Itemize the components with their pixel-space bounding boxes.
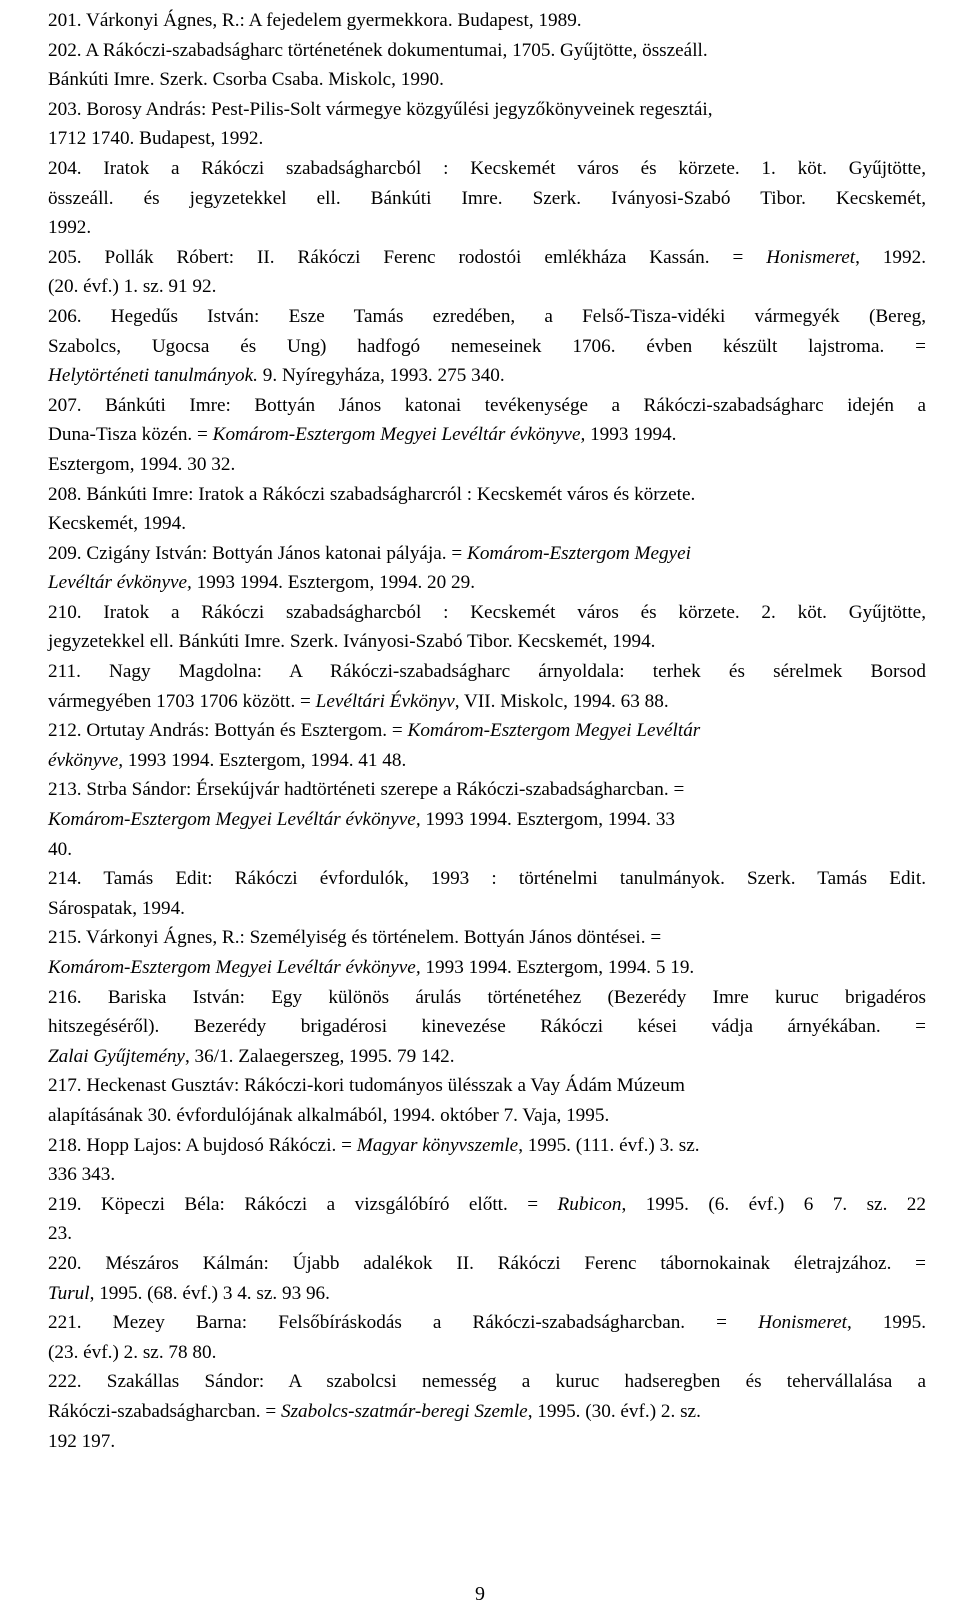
bibliography-entry — [48, 95, 926, 154]
entry-line — [48, 1101, 926, 1131]
page-number: 9 — [475, 1583, 485, 1605]
entry-line — [48, 95, 926, 125]
entry-line — [48, 1367, 926, 1397]
entry-line — [48, 6, 926, 36]
entry-text-after: , 1995. (30. évf.) 2. sz. — [527, 1400, 701, 1422]
entry-line — [48, 598, 926, 628]
entry-text-after: , 1995. (6. évf.) 6 7. sz. 22 — [621, 1193, 926, 1215]
entry-line — [48, 835, 926, 865]
entry-text: 202. A Rákóczi-szabadságharc történetének dokumentumai, 1705. Gyűjtötte, összeáll. — [48, 39, 708, 61]
entry-text: 1992. — [48, 217, 92, 239]
entry-line — [48, 687, 926, 717]
entry-text: jegyzetekkel ell. Bánkúti Imre. Szerk. Iványosi-Szabó Tibor. Kecskemét, 1994. — [48, 631, 656, 653]
entry-line — [48, 509, 926, 539]
entry-text: 214. Tamás Edit: Rákóczi évfordulók, 1993 : történelmi tanulmányok. Szerk. Tamás Edit. — [48, 868, 926, 890]
entry-text: összeáll. és jegyzetekkel ell. Bánkúti Imre. Szerk. Iványosi-Szabó Tibor. Kecskemét, — [48, 187, 926, 209]
entry-line — [48, 65, 926, 95]
entry-line — [48, 450, 926, 480]
journal-title: Levéltár évkönyve, — [48, 572, 192, 594]
entry-text: 201. Várkonyi Ágnes, R.: A fejedelem gyermekkora. Budapest, 1989. — [48, 10, 582, 31]
entry-line — [48, 420, 926, 450]
bibliography-entry — [48, 539, 926, 598]
bibliography-entry — [48, 391, 926, 480]
entry-line — [48, 953, 926, 983]
bibliography-entry — [48, 716, 926, 775]
entry-text: hitszegéséről). Bezerédy brigadérosi kinevezése Rákóczi kései vádja árnyékában. = — [48, 1016, 926, 1038]
entry-text-after: 1993 1994. Esztergom, 1994. 5 19. — [420, 957, 695, 978]
entry-text-after: , VII. Miskolc, 1994. 63 88. — [454, 690, 669, 712]
bibliography-entry — [48, 657, 926, 716]
bibliography-entry — [48, 1071, 926, 1130]
bibliography-entry — [48, 243, 926, 302]
bibliography-entry — [48, 6, 926, 36]
journal-title: Levéltári Évkönyv — [315, 690, 455, 712]
entry-line — [48, 1071, 926, 1101]
bibliography-entry — [48, 36, 926, 95]
journal-title: Zalai Gyűjtemény — [48, 1045, 185, 1067]
entry-line — [48, 1012, 926, 1042]
entry-text: (23. évf.) 2. sz. 78 80. — [48, 1341, 217, 1363]
entry-line — [48, 657, 926, 687]
entry-line — [48, 272, 926, 302]
entry-line — [48, 154, 926, 184]
bibliography-entry — [48, 983, 926, 1072]
entry-text: (20. évf.) 1. sz. 91 92. — [48, 276, 217, 298]
entry-text: 40. — [48, 838, 72, 860]
entry-text: 1712 1740. Budapest, 1992. — [48, 128, 264, 150]
entry-line — [48, 1279, 926, 1309]
entry-text-after: , 36/1. Zalaegerszeg, 1995. 79 142. — [184, 1045, 455, 1067]
entry-text: 207. Bánkúti Imre: Bottyán János katonai tevékenysége a Rákóczi-szabadságharc idején a — [48, 394, 926, 416]
entry-line — [48, 1131, 926, 1161]
entry-line — [48, 124, 926, 154]
bibliography-entry — [48, 1249, 926, 1308]
entry-text-after: , 1992. — [855, 246, 926, 268]
entry-text: 23. — [48, 1223, 72, 1245]
entry-line — [48, 923, 926, 953]
entry-text: 218. Hopp Lajos: A bujdosó Rákóczi. = — [48, 1134, 357, 1156]
journal-title: Komárom-Esztergom Megyei Levéltár évkönyve, — [48, 957, 421, 978]
bibliography-entry — [48, 1131, 926, 1190]
entry-text: Rákóczi-szabadságharcban. = — [48, 1400, 281, 1422]
entry-line — [48, 1308, 926, 1338]
journal-title: évkönyve, — [48, 749, 124, 771]
entry-text: Esztergom, 1994. 30 32. — [48, 453, 236, 475]
entry-text-after: , 1995. (68. évf.) 3 4. sz. 93 96. — [89, 1282, 330, 1304]
entry-line — [48, 184, 926, 214]
entry-text: 210. Iratok a Rákóczi szabadságharcból : Kecskemét város és körzete. 2. köt. Gyűjtötte, — [48, 601, 926, 623]
entry-text: Bánkúti Imre. Szerk. Csorba Csaba. Miskolc, 1990. — [48, 69, 444, 91]
entry-line — [48, 1427, 926, 1457]
entry-text: 212. Ortutay András: Bottyán és Esztergom. = — [48, 720, 408, 742]
bibliography-entry — [48, 598, 926, 657]
entry-text: Szabolcs, Ugocsa és Ung) hadfogó nemeseinek 1706. évben készült lajstroma. = — [48, 335, 926, 357]
entry-line — [48, 746, 926, 776]
entry-text: vármegyében 1703 1706 között. = — [48, 690, 316, 712]
journal-title: Helytörténeti tanulmányok. — [48, 365, 258, 387]
entry-line — [48, 391, 926, 421]
entry-line — [48, 243, 926, 273]
entry-text: 204. Iratok a Rákóczi szabadságharcból : Kecskemét város és körzete. 1. köt. Gyűjtötte, — [48, 157, 926, 179]
entry-text: 216. Bariska István: Egy különös árulás történetéhez (Bezerédy Imre kuruc brigadéros — [48, 986, 926, 1008]
bibliography-entry — [48, 923, 926, 982]
entry-line — [48, 302, 926, 332]
entry-text: Sárospatak, 1994. — [48, 897, 185, 919]
journal-title: Komárom-Esztergom Megyei Levéltár évkönyve, — [212, 424, 586, 446]
journal-title: Honismeret — [758, 1312, 847, 1334]
entry-line — [48, 983, 926, 1013]
entry-line — [48, 1219, 926, 1249]
entry-text: 221. Mezey Barna: Felsőbíráskodás a Rákóczi-szabadságharcban. = — [48, 1312, 759, 1334]
bibliography-entry — [48, 1190, 926, 1249]
entry-line — [48, 775, 926, 805]
entry-line — [48, 1338, 926, 1368]
bibliography-entry — [48, 775, 926, 864]
journal-title: Komárom-Esztergom Megyei Levéltár — [407, 720, 701, 742]
entry-line — [48, 361, 926, 391]
entry-text-after: , 1995. (111. évf.) 3. sz. — [518, 1134, 700, 1156]
entry-text: 336 343. — [48, 1164, 116, 1186]
entry-text: 215. Várkonyi Ágnes, R.: Személyiség és történelem. Bottyán János döntései. = — [48, 927, 662, 949]
entry-line — [48, 568, 926, 598]
entry-text: 222. Szakállas Sándor: A szabolcsi nemesség a kuruc hadseregben és tehervállalása a — [48, 1371, 926, 1393]
entry-line — [48, 1042, 926, 1072]
entry-text: 208. Bánkúti Imre: Iratok a Rákóczi szabadságharcról : Kecskemét város és körzete. — [48, 483, 696, 505]
entry-line — [48, 332, 926, 362]
entry-text-after: 9. Nyíregyháza, 1993. 275 340. — [257, 365, 505, 387]
journal-title: Turul — [48, 1282, 90, 1304]
entry-line — [48, 36, 926, 66]
entry-text: 203. Borosy András: Pest-Pilis-Solt vármegye közgyűlési jegyzőkönyveinek regesztái, — [48, 98, 713, 120]
entry-line — [48, 1190, 926, 1220]
entry-line — [48, 627, 926, 657]
bibliography-entry — [48, 154, 926, 243]
journal-title: Magyar könyvszemle — [356, 1134, 519, 1156]
entry-text: Duna-Tisza közén. = — [48, 424, 213, 446]
journal-title: Szabolcs-szatmár-beregi Szemle — [280, 1400, 528, 1422]
entry-line — [48, 716, 926, 746]
entry-line — [48, 213, 926, 243]
entry-line — [48, 480, 926, 510]
bibliography-entry — [48, 480, 926, 539]
entry-text: 217. Heckenast Gusztáv: Rákóczi-kori tudományos ülésszak a Vay Ádám Múzeum — [48, 1075, 685, 1097]
entry-text-after: 1993 1994. Esztergom, 1994. 20 29. — [191, 572, 476, 594]
entry-text-after: 1993 1994. Esztergom, 1994. 33 — [420, 809, 676, 831]
entry-text-after: , 1995. — [846, 1312, 926, 1334]
entry-line — [48, 894, 926, 924]
entry-text: 192 197. — [48, 1430, 116, 1452]
journal-title: Komárom-Esztergom Megyei Levéltár évkönyve, — [48, 809, 421, 831]
entry-line — [48, 1249, 926, 1279]
entry-text: 209. Czigány István: Bottyán János katonai pályája. = — [48, 542, 468, 564]
entry-line — [48, 1397, 926, 1427]
entry-text-after: 1993 1994. — [585, 424, 677, 446]
bibliography-entry — [48, 302, 926, 391]
entry-line — [48, 805, 926, 835]
entry-text: 205. Pollák Róbert: II. Rákóczi Ferenc rodostói emlékháza Kassán. = — [48, 246, 767, 268]
journal-title: Honismeret — [766, 246, 856, 268]
entry-text: alapításának 30. évfordulójának alkalmából, 1994. október 7. Vaja, 1995. — [48, 1104, 610, 1126]
entry-text: 211. Nagy Magdolna: A Rákóczi-szabadságharc árnyoldala: terhek és sérelmek Borsod — [48, 661, 926, 683]
entry-text: 213. Strba Sándor: Érsekújvár hadtörténeti szerepe a Rákóczi-szabadságharcban. = — [48, 779, 685, 801]
entry-text: Kecskemét, 1994. — [48, 513, 187, 535]
journal-title: Komárom-Esztergom Megyei — [467, 542, 692, 564]
bibliography-list — [48, 6, 926, 1456]
journal-title: Rubicon — [557, 1193, 622, 1215]
entry-line — [48, 539, 926, 569]
entry-line — [48, 1160, 926, 1190]
entry-text: 220. Mészáros Kálmán: Újabb adalékok II. Rákóczi Ferenc tábornokainak életrajzához. = — [48, 1252, 926, 1274]
bibliography-entry — [48, 864, 926, 923]
bibliography-entry — [48, 1308, 926, 1367]
entry-text: 206. Hegedűs István: Esze Tamás ezredében, a Felső-Tisza-vidéki vármegyék (Bereg, — [48, 305, 926, 327]
entry-line — [48, 864, 926, 894]
bibliography-entry — [48, 1367, 926, 1456]
entry-text: 219. Köpeczi Béla: Rákóczi a vizsgálóbíró előtt. = — [48, 1193, 558, 1215]
entry-text-after: 1993 1994. Esztergom, 1994. 41 48. — [123, 749, 407, 771]
